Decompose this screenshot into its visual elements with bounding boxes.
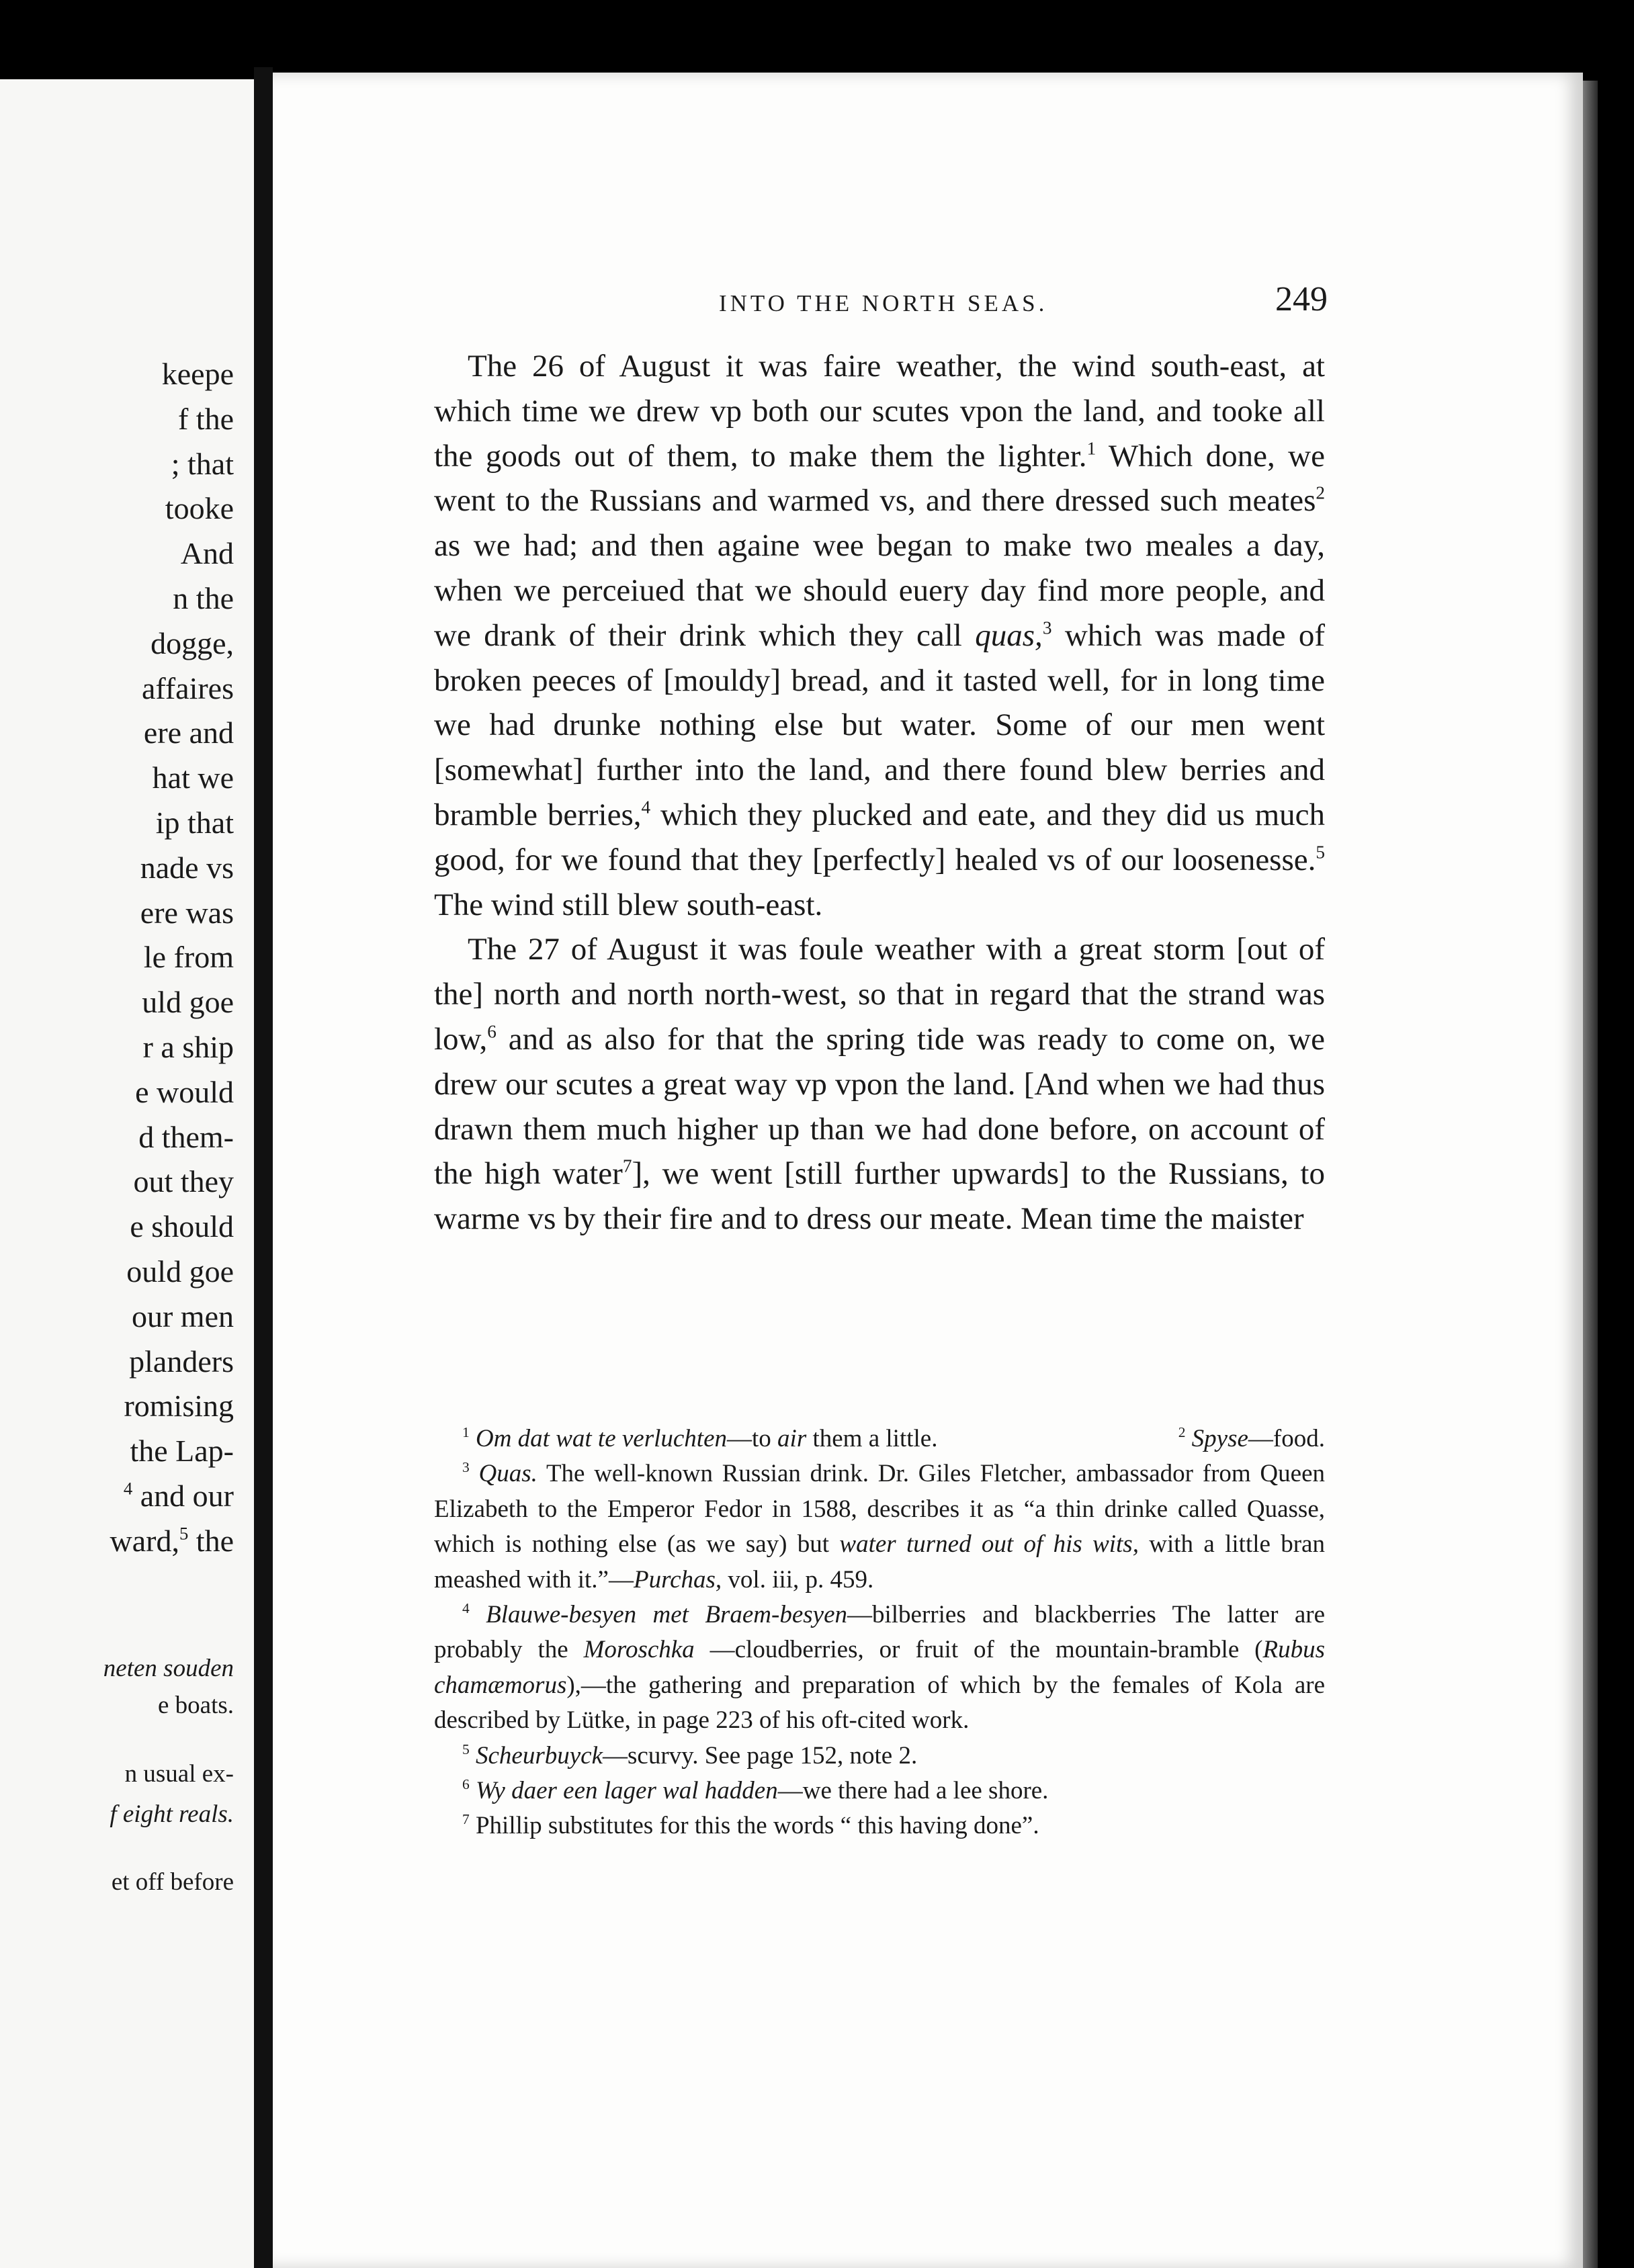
left-page-line: the Lap- [130,1434,234,1469]
left-page-note-line: et off before [111,1868,234,1896]
running-head: INTO THE NORTH SEAS. [719,290,1048,316]
left-page-note-line: f eight reals. [110,1800,234,1828]
left-page-line: $^4$ and our [123,1478,234,1513]
left-page-line: e would [135,1074,234,1109]
left-page-line: uld goe [142,985,234,1020]
left-page-note-line: e boats. [157,1692,234,1719]
left-page-note-line: n usual ex- [124,1760,234,1788]
footnote-ref: 5 [1316,842,1325,863]
footnote-3: $^3$ Quas. The well-known Russian drink. Dr. Giles Fletcher, ambassador from Queen Elizabeth to the Emperor Fedor in 1588, describes it as “a thin drinke called Quasse, which is nothing else (as we say) but water turned out of his wits, with a little bran meashed with it.”—Purchas, vol. iii, p. 459. [434,1459,1325,1594]
paragraph-august-27: The 27 of August it was foule weather with a great storm [out of the] north and north north-west, so that in regard that the strand was low,$^6$ and as also for that the spring tide was ready to come on, we drew our scutes a great way vp vpon the land. [And when we had thus drawn them much higher up than we had done before, on account of the high water$^7$], we went [still further upwards] to the Russians, to warme vs by their fire and to dress our meate. Mean time the maister [434,932,1325,1237]
footnote-ref: 4 [641,797,651,818]
page-number: 249 [1275,280,1328,318]
left-page-line: tooke [165,491,234,526]
footnote-ref: 3 [1042,617,1052,638]
previous-page-fragment [0,79,254,2268]
left-page-line: ould goe [126,1254,234,1289]
footnote-5: $^5$ Scheurbuyck—scurvy. See page 152, note 2. [462,1741,918,1770]
book-gutter [254,67,273,2268]
left-page-line: r a ship [142,1030,234,1064]
left-page-line: f the [177,401,234,436]
left-page-line: hat we [152,760,234,795]
left-page-line: le from [143,940,234,975]
left-page-line: planders [129,1344,234,1379]
left-page-note-line: neten souden [103,1655,234,1682]
left-page-line: ere and [143,715,234,750]
left-page-line: ; that [171,446,234,481]
footnote-2: $^2$ Spyse—food. [1178,1424,1325,1452]
left-page-line: d them- [138,1119,234,1154]
left-page-line: our men [131,1299,234,1334]
left-page-line: affaires [141,670,234,705]
left-page-line: ip that [155,805,234,840]
page-edge [1583,81,1598,2268]
left-page-line: keepe [161,357,234,391]
footnote-ref: 2 [1316,482,1325,503]
left-page-line: n the [173,581,234,615]
footnote-ref: 1 [1086,437,1096,458]
footnote-7: $^7$ Phillip substitutes for this the words “ this having done”. [462,1811,1039,1840]
footnote-ref: 6 [487,1021,497,1042]
left-page-line: ere was [140,895,234,930]
body-text [434,344,1325,1241]
left-page-line: romising [124,1389,234,1424]
footnote-6: $^6$ Wy daer een lager wal hadden—we there had a lee shore. [462,1776,1049,1805]
left-page-line: And [180,536,234,571]
footnote-1-2: $^1$ Om dat wat te verluchten—to air them a little. $^2$ Spyse—food. [434,1422,1325,1456]
left-page-line: e should [130,1209,234,1244]
left-page-line: ward,$^5$ the [110,1523,234,1558]
left-page-line: dogge, [150,625,234,660]
left-page-line: nade vs [140,850,234,885]
left-page-line: out they [133,1164,234,1199]
footnote-ref: 7 [622,1155,632,1176]
footnotes [434,1422,1325,1844]
footnote-4: $^4$ Blauwe-besyen met Braem-besyen—bilberries and blackberries The latter are probably the Moroschka —cloudberries, or fruit of the mountain-bramble (Rubus chamæmorus),—the gathering and preparation of which by the females of Kola are described by Lütke, in page 223 of his oft-cited work. [434,1600,1326,1735]
paragraph-august-26: The 26 of August it was faire weather, the wind south-east, at which time we drew vp both our scutes vpon the land, and tooke all the goods out of them, to make them the lighter.$^1$ Which done, we went to the Russians and warmed vs, and there dressed such meates$^2$ as we had; and then againe wee began to make two meales a day, when we perceiued that we should euery day find more people, and we drank of their drink which they call quas,$^3$ which was made of broken peeces of [mouldy] bread, and it tasted well, for in long time we had drunke nothing else but water. Some of our men went [somewhat] further into the land, and there found blew berries and bramble berries,$^4$ which they plucked and eate, and they did us much good, for we found that they [perfectly] healed vs of our loosenesse.$^5$ The wind still blew south-east. [434,349,1325,922]
italic-term: quas, [975,617,1043,653]
